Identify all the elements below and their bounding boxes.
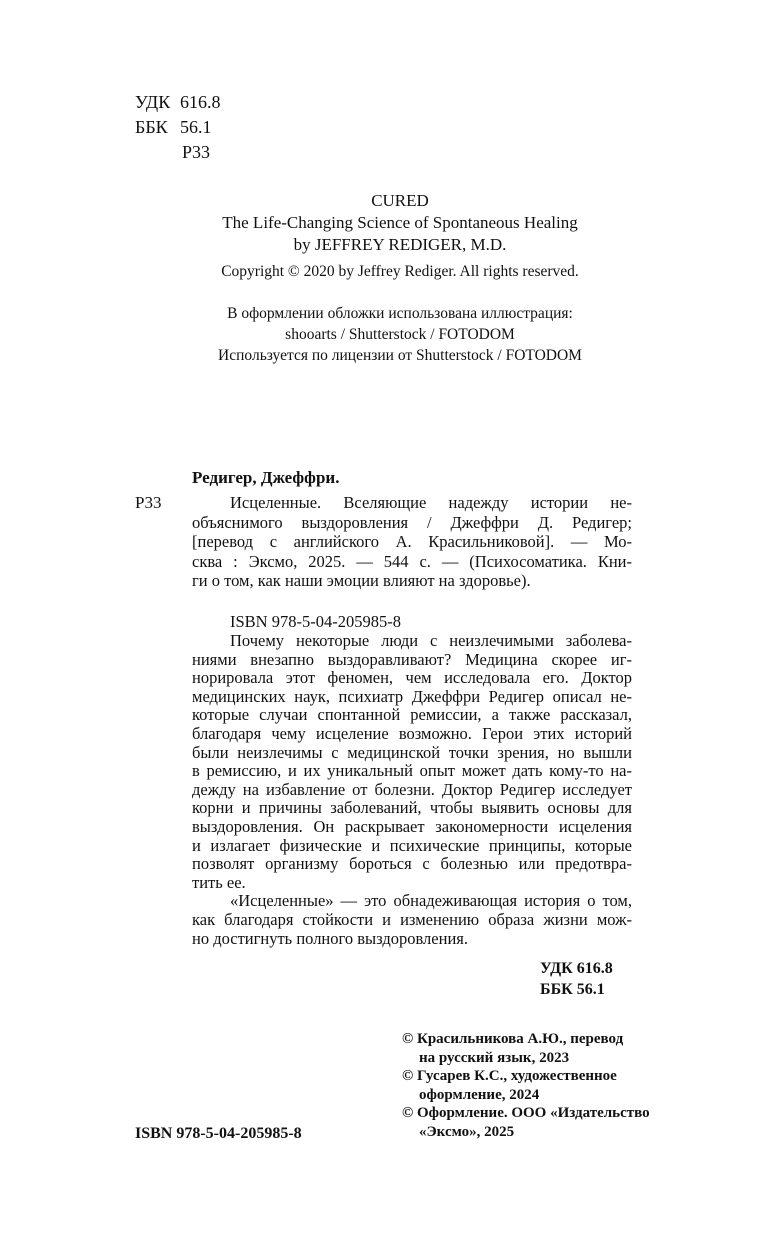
catalog-cutter-code: Р33 <box>135 493 162 512</box>
original-author: by JEFFREY REDIGER, M.D. <box>293 235 507 254</box>
bib-line: объяснимого выздоровления / Джеффри Д. Редигер; <box>192 512 632 532</box>
bibliographic-description <box>192 493 632 591</box>
udk-label: УДК <box>135 92 171 112</box>
copyright-line: «Эксмо», 2025 <box>419 1123 515 1140</box>
bib-line: ги о том, как наши эмоции влияют на здоровье). <box>192 571 531 591</box>
copyright-line: © Оформление. ООО «Издательство <box>402 1105 650 1121</box>
bbk-value: 56.1 <box>180 117 212 137</box>
copyright-notices <box>402 1030 650 1141</box>
annotation-line: медицинских наук, психиатр Джеффри Редигер описал не- <box>192 686 632 706</box>
catalog-isbn: ISBN 978-5-04-205985-8 <box>230 612 401 631</box>
isbn-bottom: ISBN 978-5-04-205985-8 <box>135 1125 302 1142</box>
udk-right: УДК 616.8 <box>540 960 613 977</box>
bbk-label: ББК <box>135 117 168 137</box>
cover-credit-line1: В оформлении обложки использована иллюстрация: <box>227 305 573 322</box>
annotation-line: в ремиссию, и их уникальный опыт может дать кому-то на- <box>192 761 632 781</box>
original-title: CURED <box>371 191 429 210</box>
cover-credit <box>0 303 768 366</box>
annotation-line: дежду на избавление от болезни. Доктор Редигер исследует <box>192 779 632 799</box>
annotation-line: благодаря чему исцеление возможно. Герои этих историй <box>192 723 632 743</box>
copyright-item <box>402 1067 650 1104</box>
udk-value: 616.8 <box>180 92 221 112</box>
original-subtitle: The Life-Changing Science of Spontaneous Healing <box>222 213 578 232</box>
annotation-line: «Исцеленные» — это обнадеживающая история о том, <box>230 891 632 911</box>
udk-row <box>135 90 221 115</box>
annotation-line: ниями внезапно выздоравливают? Медицина скорее иг- <box>192 649 632 669</box>
annotation-line: Почему некоторые люди с неизлечимыми заболева- <box>230 631 632 650</box>
copyright-item <box>402 1030 650 1067</box>
cutter-row <box>135 140 221 165</box>
cover-credit-line2: shooarts / Shutterstock / FOTODOM <box>285 326 515 343</box>
annotation-line: но достигнуть полного выздоровления. <box>192 928 468 948</box>
original-copyright: Copyright © 2020 by Jeffrey Rediger. All rights reserved. <box>221 263 579 280</box>
copyright-line: © Красильникова А.Ю., перевод <box>402 1031 624 1047</box>
annotation <box>192 632 632 948</box>
catalog-author-heading: Редигер, Джеффри. <box>192 468 340 487</box>
annotation-line: которые случаи спонтанной ремиссии, а также рассказал, <box>192 705 632 725</box>
annotation-line: выздоровления. Он раскрывает закономерности исцеления <box>192 816 632 836</box>
annotation-line: тить ее. <box>192 872 246 892</box>
copyright-line: оформление, 2024 <box>419 1086 540 1103</box>
copyright-line: на русский язык, 2023 <box>419 1049 570 1066</box>
annotation-line: норировала этот феномен, чем исследовала его. Доктор <box>192 668 632 688</box>
annotation-line: позволят организму бороться с болезнью или предотвра- <box>192 854 632 874</box>
annotation-line: корни и причины заболеваний, чтобы выявить основы для <box>192 798 632 818</box>
bib-line: Исцеленные. Вселяющие надежду истории не- <box>230 493 632 512</box>
classification-block <box>135 90 221 165</box>
copyright-item <box>402 1104 650 1141</box>
bib-line: сква : Эксмо, 2025. — 544 с. — (Психосоматика. Кни- <box>192 551 632 571</box>
bbk-row <box>135 115 221 140</box>
annotation-line: как благодаря стойкости и изменению образа жизни мож- <box>192 909 632 929</box>
classification-right <box>540 958 633 1000</box>
cover-credit-line3: Используется по лицензии от Shutterstock / FOTODOM <box>218 347 582 364</box>
bib-line: [перевод с английского А. Красильниковой]. — Мо- <box>192 532 632 552</box>
copyright-line: © Гусарев К.С., художественное <box>402 1068 617 1084</box>
annotation-line: и излагает физические и психические принципы, которые <box>192 835 632 855</box>
annotation-line: были неизлечимы с медицинской точки зрения, но вышли <box>192 742 632 762</box>
cutter-code: Р33 <box>182 142 211 162</box>
original-edition <box>0 190 768 283</box>
bbk-right: ББК 56.1 <box>540 981 605 998</box>
